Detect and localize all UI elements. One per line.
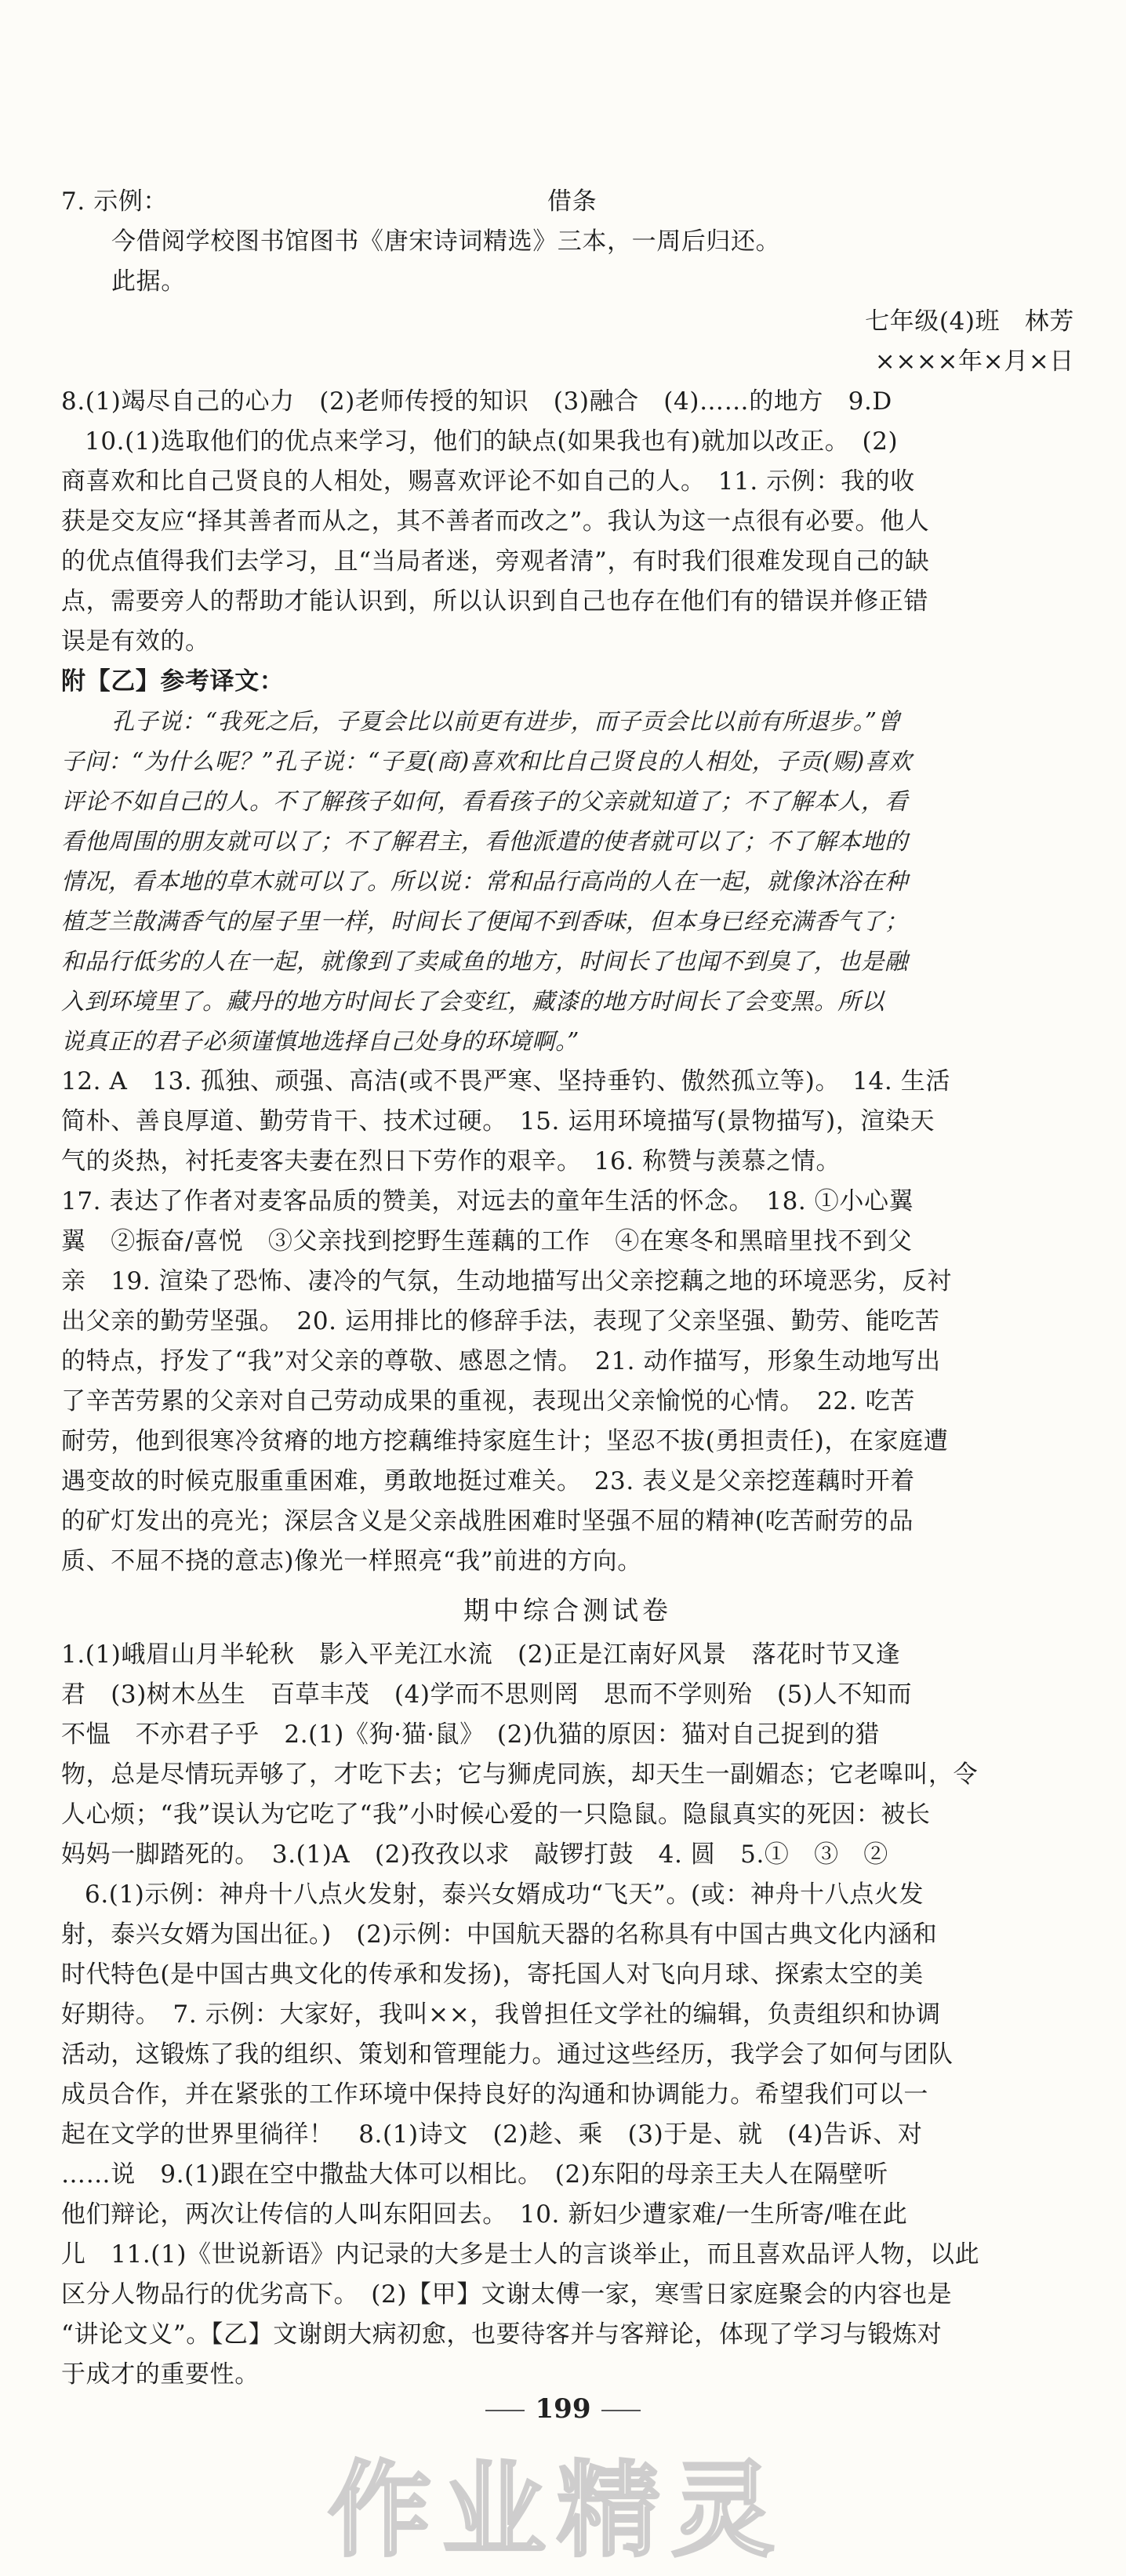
answer-line: 12. A 13. 孤独、顽强、高洁(或不畏严寒、坚持垂钓、傲然孤立等)。 14. 生活 — [61, 1067, 950, 1095]
answer-line: 的矿灯发出的亮光；深层含义是父亲战胜困难时坚强不屈的精神(吃苦耐劳的品 — [61, 1507, 914, 1535]
answer-line: 简朴、善良厚道、勤劳肯干、技术过硬。 15. 运用环境描写(景物描写)，渲染天 — [61, 1107, 935, 1135]
iou-title: 借条 — [547, 187, 598, 216]
answer-line: 儿 11.(1)《世说新语》内记录的大多是士人的言谈举止，而且喜欢品评人物，以此 — [61, 2240, 980, 2269]
answer-line: 17. 表达了作者对麦客品质的赞美，对远去的童年生活的怀念。 18. ①小心翼 — [61, 1187, 914, 1215]
answer-line: 妈妈一脚踏死的。 3.(1)A (2)孜孜以求 敲锣打鼓 4. 圆 5.① ③ ② — [61, 1840, 888, 1869]
page-number — [0, 2393, 1126, 2425]
answers-part4 — [61, 1875, 1074, 2395]
answer-line: 物，总是尽情玩弄够了，才吃下去；它与狮虎同族，却天生一副媚态；它老嗥叫，令 — [61, 1760, 979, 1789]
answer-line: 耐劳，他到很寒冷贫瘠的地方挖藕维持家庭生计；坚忍不拔(勇担责任)，在家庭遭 — [61, 1427, 949, 1455]
page-number-dash-left — [485, 2410, 525, 2411]
answer-line: 人心烦；“我”误认为它吃了“我”小时候心爱的一只隐鼠。隐鼠真实的死因：被长 — [61, 1800, 931, 1829]
answer-line: 起在文学的世界里徜徉！ 8.(1)诗文 (2)趁、乘 (3)于是、就 (4)告诉、对 — [61, 2120, 923, 2149]
item7-label: 7. 示例： — [61, 187, 169, 216]
answer-line: ……说 9.(1)跟在空中撒盐大体可以相比。 (2)东阳的母亲王夫人在隔壁听 — [61, 2160, 888, 2189]
watermark-logo: 作业精灵 — [328, 2451, 786, 2571]
iou-signature: 七年级(4)班 林芳 — [865, 307, 1074, 336]
answers-part1 — [61, 382, 1074, 662]
item7-title-row — [61, 182, 1074, 222]
answer-line: 君 (3)树木丛生 百草丰茂 (4)学而不思则罔 思而不学则殆 (5)人不知而 — [61, 1680, 913, 1709]
answer-line: 质、不屈不挠的意志)像光一样照亮“我”前进的方向。 — [61, 1547, 642, 1575]
page-number-text: 199 — [535, 2393, 591, 2425]
answer-line: 区分人物品行的优劣高下。 (2)【甲】文谢太傅一家，寒雪日家庭聚会的内容也是 — [61, 2280, 953, 2309]
translation-block — [61, 702, 1074, 1062]
iou-body: 今借阅学校图书馆图书《唐宋诗词精选》三本，一周后归还。 — [111, 227, 781, 256]
page-number-dash-right — [601, 2410, 641, 2411]
section-title: 期中综合测试卷 — [463, 1595, 672, 1626]
answers-part2 — [61, 1062, 1074, 1582]
answer-line: 的优点值得我们去学习，且“当局者迷，旁观者清”，有时我们很难发现自己的缺 — [61, 547, 930, 576]
translation-line: 看他周围的朋友就可以了；不了解君主，看他派遣的使者就可以了；不了解本地的 — [61, 828, 909, 855]
translation-line: 入到环境里了。藏丹的地方时间长了会变红，藏漆的地方时间长了会变黑。所以 — [61, 988, 885, 1015]
answer-line: 6.(1)示例：神舟十八点火发射，泰兴女婿成功“飞天”。(或：神舟十八点火发 — [85, 1880, 924, 1909]
translation-line: 评论不如自己的人。不了解孩子如何，看看孩子的父亲就知道了；不了解本人，看 — [61, 788, 909, 815]
answer-line: 射，泰兴女婿为国出征。) (2)示例：中国航天器的名称具有中国古典文化内涵和 — [61, 1920, 938, 1949]
answer-line: 点，需要旁人的帮助才能认识到，所以认识到自己也存在他们有的错误并修正错 — [61, 587, 928, 616]
answer-line: 好期待。 7. 示例：大家好，我叫××，我曾担任文学社的编辑，负责组织和协调 — [61, 2000, 941, 2029]
translation-line: 植芝兰散满香气的屋子里一样，时间长了便闻不到香味，但本身已经充满香气了； — [61, 908, 909, 935]
answer-line: 不愠 不亦君子乎 2.(1)《狗·猫·鼠》 (2)仇猫的原因：猫对自己捉到的猎 — [61, 1720, 881, 1749]
answer-line: 1.(1)峨眉山月半轮秋 影入平羌江水流 (2)正是江南好风景 落花时节又逢 — [61, 1640, 901, 1669]
answer-line: 8.(1)竭尽自己的心力 (2)老师传授的知识 (3)融合 (4)……的地方 9.D — [61, 387, 892, 416]
answer-line: 他们辩论，两次让传信的人叫东阳回去。 10. 新妇少遭家难/一生所寄/唯在此 — [61, 2200, 908, 2229]
answer-line: 遇变故的时候克服重重困难，勇敢地挺过难关。 23. 表义是父亲挖莲藕时开着 — [61, 1467, 915, 1495]
answer-line: 亲 19. 渲染了恐怖、凄冷的气氛，生动地描写出父亲挖藕之地的环境恶劣，反衬 — [61, 1267, 952, 1295]
answer-line: 误是有效的。 — [61, 627, 210, 656]
answer-line: 的特点，抒发了“我”对父亲的尊敬、感恩之情。 21. 动作描写，形象生动地写出 — [61, 1347, 941, 1375]
answer-line: 出父亲的勤劳坚强。 20. 运用排比的修辞手法，表现了父亲坚强、勤劳、能吃苦 — [61, 1307, 940, 1335]
answer-line: 翼 ②振奋/喜悦 ③父亲找到挖野生莲藕的工作 ④在寒冬和黑暗里找不到父 — [61, 1227, 913, 1255]
appendix-heading: 附【乙】参考译文： — [61, 667, 285, 696]
answer-line: 成员合作，并在紧张的工作环境中保持良好的沟通和协调能力。希望我们可以一 — [61, 2080, 928, 2109]
answer-line: 于成才的重要性。 — [61, 2360, 260, 2389]
translation-line: 情况，看本地的草木就可以了。所以说：常和品行高尚的人在一起，就像沐浴在种 — [61, 868, 909, 895]
answer-line: 了辛苦劳累的父亲对自己劳动成果的重视，表现出父亲愉悦的心情。 22. 吃苦 — [61, 1387, 915, 1415]
answers-part3 — [61, 1635, 1074, 1875]
answer-line: 时代特色(是中国古典文化的传承和发扬)，寄托国人对飞向月球、探索太空的美 — [61, 1960, 924, 1989]
answer-page — [61, 182, 1074, 2395]
answer-line: 商喜欢和比自己贤良的人相处，赐喜欢评论不如自己的人。 11. 示例：我的收 — [61, 467, 915, 496]
translation-line: 子问：“为什么呢？”孔子说：“子夏(商)喜欢和比自己贤良的人相处，子贡(赐)喜欢 — [61, 748, 912, 775]
answer-line: 获是交友应“择其善者而从之，其不善者而改之”。我认为这一点很有必要。他人 — [61, 507, 930, 536]
answer-line: “讲论文义”。【乙】文谢朗大病初愈，也要待客并与客辩论，体现了学习与锻炼对 — [61, 2320, 943, 2349]
iou-date: ××××年×月×日 — [874, 347, 1074, 376]
answer-line: 10.(1)选取他们的优点来学习，他们的缺点(如果我也有)就加以改正。 (2) — [85, 427, 899, 456]
translation-line: 说真正的君子必须谨慎地选择自己处身的环境啊。” — [61, 1028, 579, 1055]
iou-closing: 此据。 — [111, 267, 186, 296]
answer-line: 气的炎热，衬托麦客夫妻在烈日下劳作的艰辛。 16. 称赞与羡慕之情。 — [61, 1147, 841, 1175]
translation-line: 孔子说：“我死之后，子夏会比以前更有进步，而子贡会比以前有所退步。”曾 — [111, 708, 901, 735]
translation-line: 和品行低劣的人在一起，就像到了卖咸鱼的地方，时间长了也闻不到臭了，也是融 — [61, 948, 909, 975]
answer-line: 活动，这锻炼了我的组织、策划和管理能力。通过这些经历，我学会了如何与团队 — [61, 2040, 953, 2069]
